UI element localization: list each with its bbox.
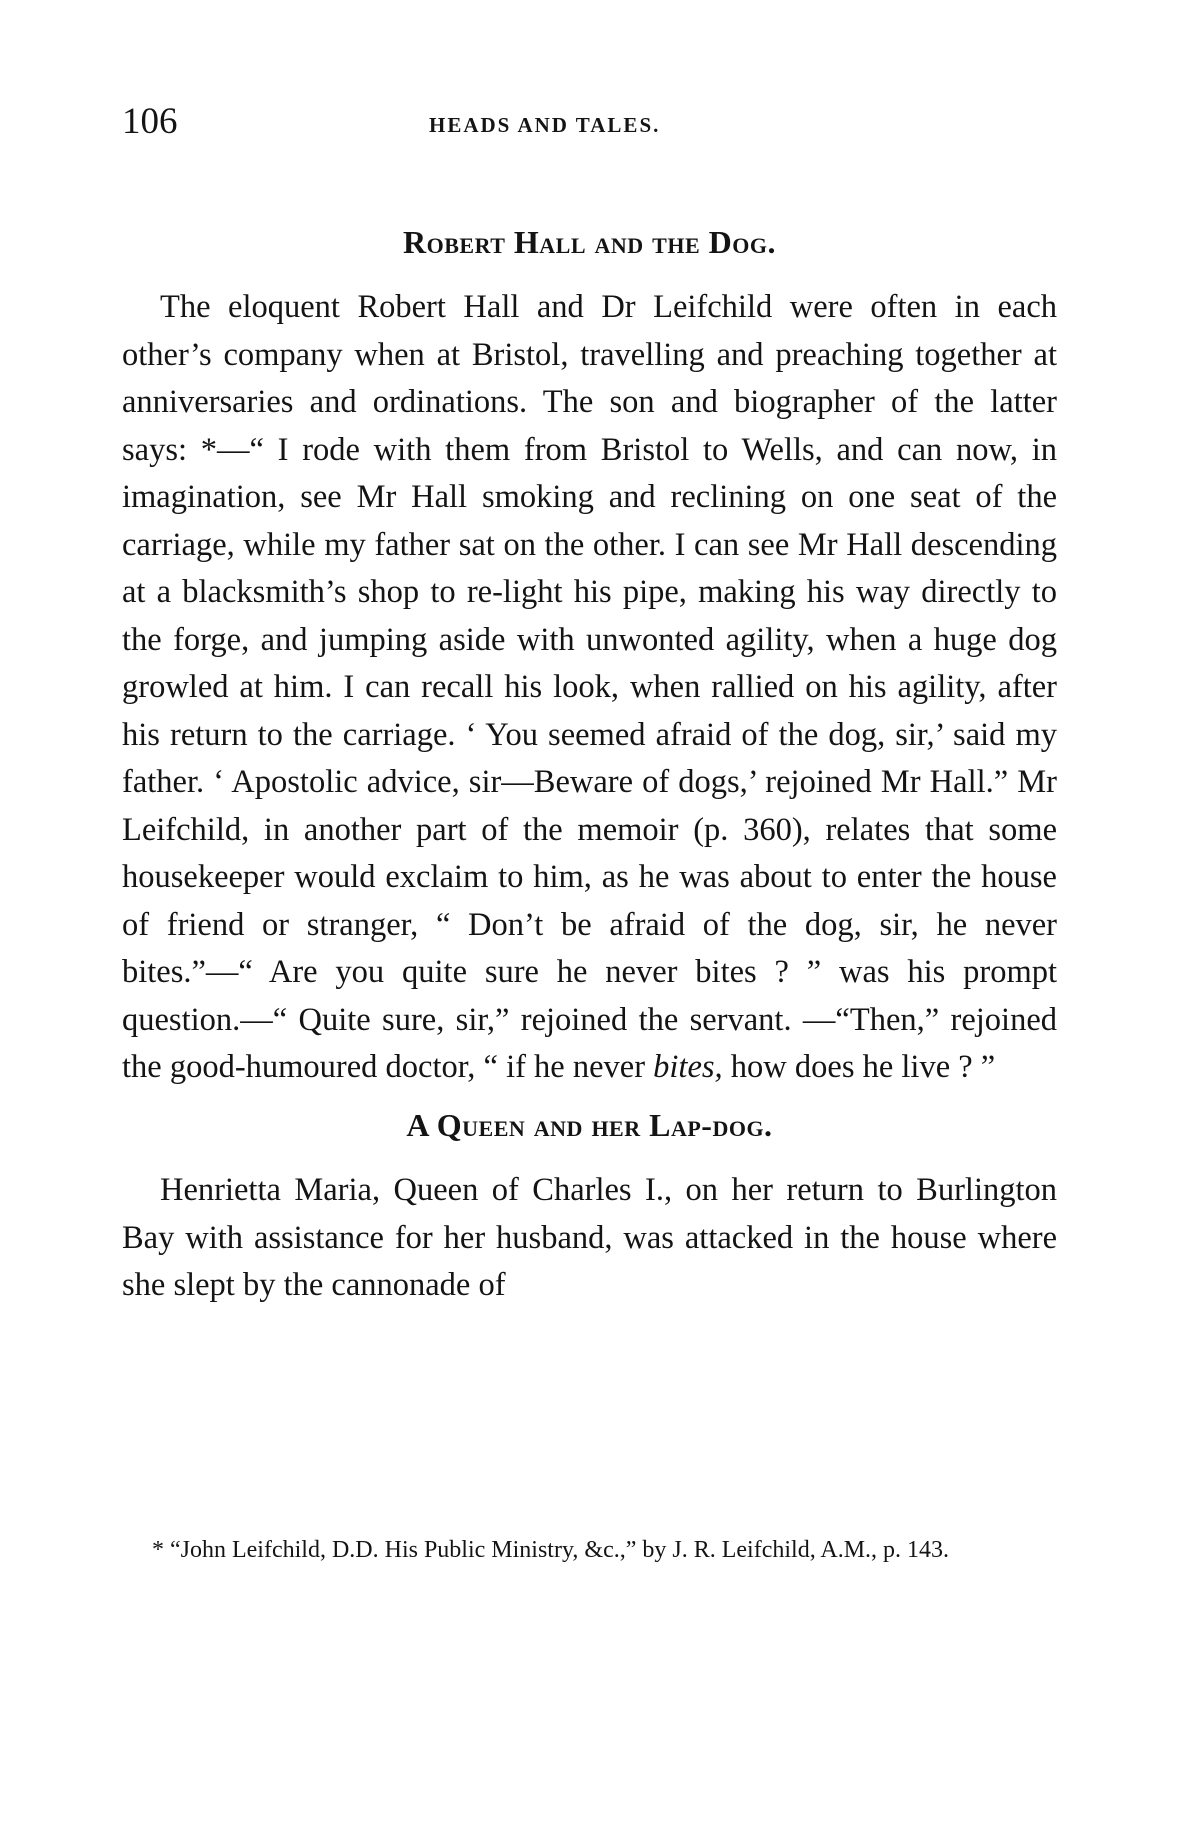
section-heading: A Queen and her Lap-dog. [406,1107,773,1143]
section-paragraph [122,284,1057,1092]
footnote: * “John Leifchild, D.D. His Public Ministry, &c.,” by J. R. Leifchild, A.M., p. 143. [152,1537,950,1563]
running-head [122,100,1057,150]
section-robert-hall [122,222,1057,1092]
section-paragraph: Henrietta Maria, Queen of Charles I., on her return to Burlington Bay with assistance for her husband, was attacked in the house where she slept by the cannonade of [122,1172,1057,1303]
italic-word: bites, [653,1049,723,1085]
paragraph-text-end: how does he live ? ” [730,1049,996,1085]
section-heading: Robert Hall and the Dog. [403,224,776,260]
section-queen-lapdog [122,1105,1057,1310]
paragraph-text: The eloquent Robert Hall and Dr Leifchild were often in each other’s company when at Bristol, travelling and preaching together at anniversaries and ordinations. The son and biographer of the latter says: *—“ I rode with them from Bristol to Wells, and can now, in imagination, see Mr Hall smoking and reclining on one seat of the carriage, while my father sat on the other. I can see Mr Hall descending at a blacksmith’s shop to re-light his pipe, making his way directly to the forge, and jumping aside with unwonted agility, when a huge dog growled at him. I can recall his look, when rallied on his agility, after his return to the carriage. ‘ You seemed afraid of the dog, sir,’ said my father. ‘ Apostolic advice, sir—Beware of dogs,’ rejoined Mr Hall.” Mr Leifchild, in another part of the memoir (p. 360), relates that some housekeeper would exclaim to him, as he was about to enter the house of friend or stranger, “ Don’t be afraid of the dog, sir, he never bites.”—“ Are you quite sure he never bites ? ” was his prompt question.—“ Quite sure, sir,” rejoined the servant. —“Then,” rejoined the good-humoured doctor, “ if he never [122,289,1057,1085]
running-title: HEADS AND TALES. [429,113,661,137]
page-number: 106 [122,101,178,142]
